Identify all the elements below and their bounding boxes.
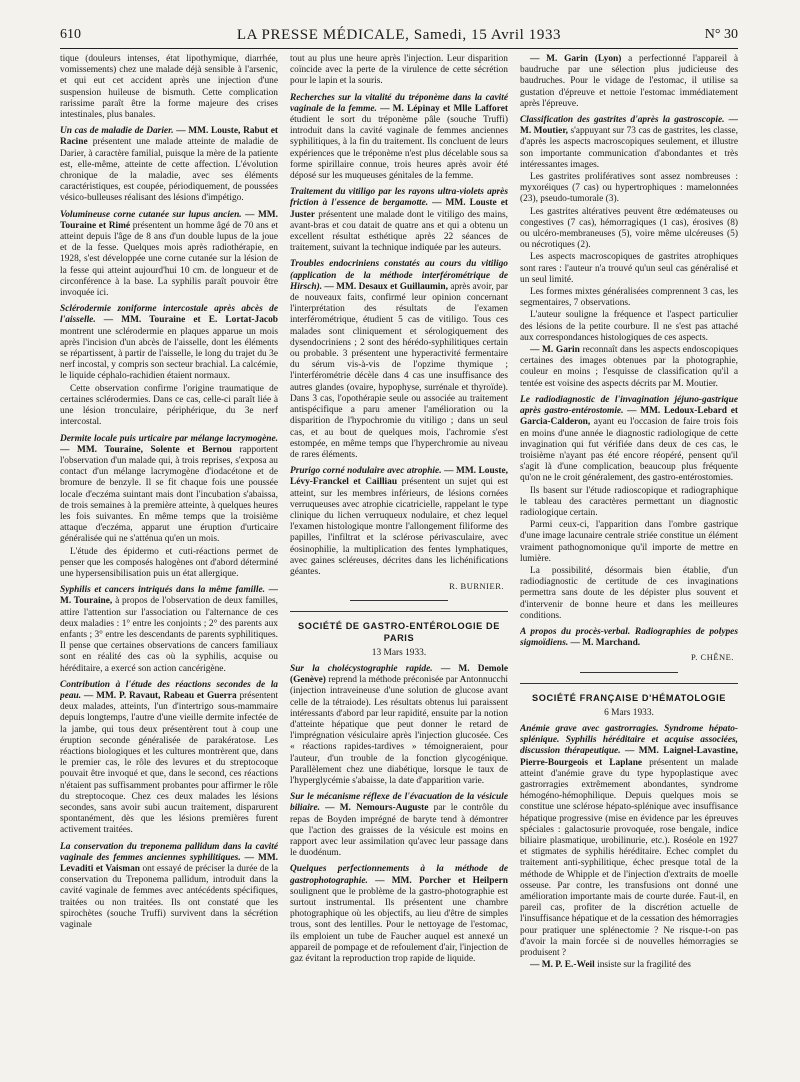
paragraph: Les aspects macroscopiques de gastrites atrophiques sont rares : l'auteur n'a trouvé qu'un seul cas généralisé et un seul limité. [520, 252, 738, 285]
article-title: Sur le mécanisme réflexe de l'évacuation de la vésicule biliaire. [290, 792, 508, 814]
article-dermite [60, 434, 278, 546]
article-authors: — M. P. E.-Weil [530, 960, 595, 971]
article-text: ayant eu l'occasion de faire trois fois en moins d'une année le diagnostic radiologique de cette invagination qui fut vérifiée dans deux de ces cas, le troisième n'ayant pas été encore réopéré, pensent qu'il s'agit là d'une complication, beaucoup plus fréquente qu'on ne le croit généralement, des gastro-entérostomies. [520, 417, 738, 484]
article-text: présentent une malade atteinte de maladie de Darier, à caractère familial, puisque la mère de la patiente est, elle-même, atteinte de cette affection. L'évolution chronique de la maladie, avec ses éléments caractéristiques, est coupée, périodiquement, de poussées vésico-bulleuses réalisant des lésions d'impétigo. [60, 137, 278, 204]
journal-title: LA PRESSE MÉDICALE, Samedi, 15 Avril 1933 [236, 27, 562, 43]
article-text: présentent un sujet qui est atteint, sur les membres inférieurs, de lésions cornées verruqueuses avec atrophie cicatricielle, rappelant le type clinique du lichen verruqueux nodulaire, et chez lequel l'examen histologique montre l'allongement filiforme des papilles, l'infiltrat et la sclérose périvasculaire, avec éosinophilie, la multiplication des fentes lymphatiques, avec gaines scléreuses, décrites dans les lichénifications géantes. [290, 477, 508, 577]
issue-number: N° 30 [704, 27, 738, 42]
article-darier [60, 126, 278, 204]
article-reactions-secondes [60, 680, 278, 837]
article-text: a perfectionné l'appareil à baudruche par une sélection plus judicieuse des baudruches. Pour le vidage de l'estomac, il utilise sa gustation d'épreuve et nettoie l'estomac immédiatement après l'épreuve. [520, 54, 738, 109]
article-authors: — MM. Ledoux-Lebard et Garcia-Calderon, [520, 406, 738, 428]
article-text: présentent un homme âgé de 70 ans et atteint depuis l'âge de 8 ans d'un double lupus de la joue et de la fesse. Quelques mois après radiothérapie, en 1928, s'est développée une corne cutanée sur la lésion de la fesse qui atteint aujourd'hui 10 cm. de longueur et de circonférence à la base. La syphilis paraît pouvoir être invoquée ici. [60, 220, 278, 299]
article-title: Sur la cholécystographie rapide. [290, 663, 433, 674]
article-title: A propos du procès-verbal. Radiographies de polypes sigmoïdiens. [520, 626, 738, 649]
paragraph: L'étude des épidermo et cuti-réactions permet de penser que les composés halogènes ont d'abord déterminé une hypersensibilisation puis un état allergique. [60, 546, 278, 579]
paragraph [520, 345, 738, 390]
article-treponema [60, 842, 278, 932]
session-date: 6 Mars 1933. [604, 707, 654, 718]
article-sclerodermie [60, 304, 278, 382]
article-title: Traitement du vitiligo par les rayons ultra-violets après friction à l'essence de bergamotte. [290, 187, 508, 209]
divider [350, 600, 448, 601]
article-syphilis-cancers [60, 585, 278, 675]
article-title: Prurigo corné nodulaire avec atrophie. [290, 466, 442, 477]
article-text: reconnaît dans les aspects endoscopiques certaines des images obtenues par la photographie, couleur en moins ; l'esquisse de classification qu'il a tentée est voisine des aspects décrits par M. Moutier. [520, 345, 738, 389]
header-rule [60, 48, 738, 49]
column-middle [290, 54, 508, 1069]
article-authors: — M. Nemours-Auguste [325, 803, 429, 814]
article-text: montrent une sclérodermie en plaques apparue un mois après l'incision d'un abcès de l'aisselle, dont les éléments se répartissent, à partir de l'aisselle, le long du trajet du 3e nerf incostal, y compris son secteur brachial. La calcémie, le liquide céphalo-rachidien étaient normaux. [60, 326, 278, 382]
article-title: Un cas de maladie de Darier. [60, 126, 174, 137]
article-authors: — MM. Louste, Rabut et Racine [60, 126, 278, 148]
column-left [60, 54, 278, 1069]
article-title: Contribution à l'étude des réactions secondes de la peau. [60, 679, 278, 701]
section-heading: SOCIÉTÉ FRANÇAISE D'HÉMATOLOGIE [520, 683, 738, 704]
article-text: présentent un malade atteint d'anémie grave du type hypoplastique avec gastrorragies extrêmement abondantes, syndrome hémogéno-hémophilique. Depuis quelques mois se constitue une sclérose hépato-splénique avec insuffisance hépatique progressive (mise en évidence par les épreuves spéciales : galactosurie provoquée, rose bengale, indice biliaire plasmatique, urobilinurie, etc.). Roséole en 1927 et stigmates de syphilis héréditaire. Echec complet du traitement anti-syphilitique, échec presque total de la méthode de Whipple et de l'injection d'extraits de moelle osseuse. Par contre, les transfusions ont donné une amélioration importante mais de courte durée. Faut-il, en pareil cas, profiter de la discrétion actuelle de l'insuffisance hépatique et de la cessation des hémorragies pour pratiquer une splénectomie ? Ne risque-t-on pas d'avoir la main forcée si de nouvelles hémorragies se produisent ? [520, 757, 738, 959]
article-title: La conservation du treponema pallidum dans la cavité vaginale des femmes anciennes syphilitiques. [60, 841, 278, 863]
signature: P. CHÊNE. [691, 652, 734, 663]
article-title: Le radiodiagnostic de l'invagination jéjuno-gastrique après gastro-entérostomie. [520, 394, 738, 417]
article-authors: — MM. Laignel-Lavastine, Pierre-Bourgeois et Laplane [520, 746, 738, 768]
paragraph: Parmi ceux-ci, l'apparition dans l'ombre gastrique d'une image lacunaire centrale striée constitue un élément vraiment pathognomonique qu'il importe de mettre en lumière. [520, 520, 738, 564]
article-title: Classification des gastrites d'après la gastroscopie. [520, 115, 725, 126]
article-title: Troubles endocriniens constatés au cours du vitiligo (application de la méthode interférométrique de Hirsch). [290, 259, 508, 292]
paragraph: Ils basent sur l'étude radioscopique et radiographique le tableau des caractères permettant un diagnostic radiologique certain. [520, 485, 738, 518]
article-cholecystographie [290, 664, 508, 787]
article-text: après avoir, par de nouveaux faits, confirmé leur opinion concernant l'interprétation des résultats de l'examen interférométrique, étudient 5 cas de vitiligo. Tous ces malades sont cliniquement et sérologiquement des dysendocriniens ; 2 sont des hérédo-syphilitiques certain ou probable. 3 présentent une hyperactivité fermentaire du sérum vis-à-vis de l'opzime thymique ; l'interférométrie décèle dans 4 cas une insuffisance des autres glandes (ovaire, hypophyse, surrénale et thyroïde). Dans 3 cas, l'opothérapie seule ou associée au traitement antispécifique a paru amener l'amélioration ou la disparition de l'hypochromie du vitiligo ; dans un seul cas, et au bout de quelques mois, l'achromie s'est estompée, en même temps que l'hyperchromie au niveau de rares éléments. [290, 281, 508, 460]
article-title: Dermite locale puis urticaire par mélange lacrymogène. [60, 433, 278, 444]
article-authors: — MM. Louste et Juster [290, 198, 508, 220]
article-authors: — MM. P. Ravaut, Rabeau et Guerra [83, 690, 237, 701]
paragraph: L'auteur souligne la fréquence et l'aspect particulier des lésions de la petite courbure. Il ne s'est pas attaché aux correspondances histologiques de ces aspects. [520, 310, 738, 343]
article-text: étudient le sort du tréponème pâle (souche Truffi) introduit dans la cavité vaginale de femmes anciennes syphilitiques, à la fin du traitement. Ils concluent de leurs expériences que le tréponème n'est plus décelable sous sa forme spirillaire connue, trois heures après avoir été déposé sur les muqueuses génitales de la femme. [290, 115, 508, 182]
article-corne-cutanee [60, 210, 278, 300]
article-text: insiste sur la fragilité des [597, 960, 691, 971]
article-authors: — M. Demole (Genève) [290, 663, 508, 686]
article-authors: — M. Moutier, [520, 115, 738, 137]
article-authors: — MM. Louste, Lévy-Franckel et Cailliau [290, 466, 508, 488]
session-date: 13 Mars 1933. [371, 647, 427, 658]
article-vitalite-treponeme [290, 93, 508, 183]
article-authors: — MM. Touraine et E. Lortat-Jacob [103, 315, 278, 326]
article-authors: — M. Garin [530, 345, 580, 356]
article-authors: — MM. Touraine et Rimé [60, 209, 278, 231]
page-number: 610 [60, 27, 81, 42]
article-authors: — M. Touraine, [60, 585, 278, 607]
article-title: Anémie grave avec gastrorragies. Syndrome hépato-splénique. Syphilis héréditaire et acquise associées, discussion thérapeutique. [520, 723, 738, 757]
paragraph: Les gastrites altératives peuvent être œdémateuses ou congestives (7 cas), hémorragiques (1 cas), érosives (8) ou ulcéro-membraneuses (5), voire même ulcéreuses (5) ou nécrotiques (2). [520, 206, 738, 251]
article-text: à propos de l'observation de deux familles, attire l'attention sur l'association ou l'alternance de ces deux maladies : 1° entre les conjoints ; 2° des parents aux enfants ; 3° entre les descendants de parents syphilitiques. Il pense que certaines observations de cancers familiaux sont en réalité des cas où la syphilis, acquise ou héréditaire, a exercé son action cancérigène. [60, 596, 278, 674]
article-anemie-grave [520, 724, 738, 959]
article-vitiligo-uv [290, 187, 508, 254]
paragraph [520, 960, 738, 971]
article-troubles-endocriniens [290, 259, 508, 461]
section-heading: SOCIÉTÉ DE GASTRO-ENTÉROLOGIE DE PARIS [290, 611, 508, 643]
article-invagination [520, 395, 738, 485]
article-authors: — M. Lépinay et Mlle Lafforet [380, 103, 508, 114]
paragraph: Les gastrites prolifératives sont assez nombreuses : myxoréiques (7 cas) ou hypertrophiques : mamelonnées (23), pseudo-tumorale (3). [520, 172, 738, 205]
article-title: Syphilis et cancers intriqués dans la même famille. [60, 585, 265, 596]
divider [580, 672, 678, 673]
article-title: Sclérodermie zoniforme intercostale après abcès de l'aisselle. [60, 304, 278, 326]
article-authors: — MM. Touraine, Solente et Bernou [60, 444, 232, 455]
article-text: soulignent que le problème de la gastro-photographie est surtout instrumental. Ils présentent une chambre photographique où les objectifs, au lieu d'être de simples trous, sont des lentilles. Pour le nettoyage de l'estomac, ils emploient un tube de Faucher auquel est annexé un appareil de pompage et de refoulement d'air, l'injection de gaz évitant la reproduction trop rapide de liquide. [290, 886, 508, 965]
running-header [60, 27, 738, 47]
article-polypes [520, 627, 738, 649]
article-title: Volumineuse corne cutanée sur lupus ancien. [60, 209, 242, 220]
article-text: présentent deux malades, atteints, l'un d'intertrigo sous-mammaire depuis longtemps, l'autre d'une vieille dermite infectée de la jambe, qui tous deux présentèrent tout à coup une éruption seconde généralisée de parakératose. Les réactions biologiques et les cultures montrèrent que, dans le premier cas, le rôle des levures et du streptocoque pouvait être invoqué et que, dans le second, ces réactions n'étaient pas suffisamment probantes pour affirmer le rôle du streptocoque. Chez ces deux malades les lésions secondes, sans avoir subi aucun traitement, disparurent spontanément, dès que les lésions premières furent activement traitées. [60, 690, 278, 836]
article-authors: — MM. Porcher et Heilpern [375, 875, 508, 886]
article-authors: — M. Marchand. [570, 638, 641, 649]
article-gastrites [520, 115, 738, 171]
signature: R. BURNIER. [449, 581, 504, 592]
article-title: Quelques perfectionnements à la méthode de gastrophotographie. [290, 864, 508, 886]
article-text: ont essayé de préciser la durée de la conservation du Treponema pallidum, introduit dans la cavité vaginale de femmes avec antécédents spécifiques, traitées ou non traitées. Ils ont constaté que les spirochètes (souche Truffi) survivent dans la sécrétion vaginale [60, 864, 278, 931]
paragraph [520, 54, 738, 110]
paragraph: tout au plus une heure après l'injection. Leur disparition coïncide avec la perte de la virulence de cette sécrétion pour le lapin et la souris. [290, 54, 508, 87]
column-right [520, 54, 738, 1069]
article-prurigo [290, 466, 508, 578]
paragraph: Cette observation confirme l'origine traumatique de certaines sclérodermies. Dans ce cas, celle-ci paraît liée à une lésion tronculaire, périphérique, du 3e nerf intercostal. [60, 383, 278, 428]
article-authors: — MM. Levaditi et Vaisman [60, 852, 278, 875]
paragraph: Les formes mixtes généralisées comprennent 3 cas, les segmentaires, 7 observations. [520, 287, 738, 309]
article-text: rapportent l'observation d'un malade qui, à trois reprises, s'exposa au contact d'un mélange lacrymogène d'iodacétone et de bromure de benzyle. Il se fit chaque fois une poussée locale d'eczéma suintant mais dont l'incubation s'abaissa, de trois semaines à la première atteinte, à quelques heures les fois suivantes. En même temps que la troisième attaque d'eczéma, apparut une éruption d'urticaire généralisée qui ne s'atténua qu'en un mois. [60, 444, 278, 545]
article-authors: — MM. Desaux et Guillaumin, [324, 281, 448, 292]
article-text: s'appuyant sur 73 cas de gastrites, les classe, d'après les aspects macroscopiques seulement, et illustre son importante communication d'abondantes et très intéressantes images. [520, 126, 738, 170]
paragraph: tique (douleurs intenses, état lipothymique, diarrhée, vomissements) chez une malade déjà sensible à l'arsenic, et qui eut cet accident après une injection d'une suspension huileuse de bismuth. Cette complication rarissime paraît être la forme majeure des crises intestinales, plus banales. [60, 54, 278, 121]
article-vesicule-biliaire [290, 792, 508, 859]
article-text: reprend la méthode préconisée par Antonnucchi (injection intraveineuse d'une solution de glucose avant celle de la tétraiode). Les résultats obtenus lui paraissent intéressants d'abord par leur rapidité, ensuite par la notion d'atteinte hépatique que peut donner le retard de l'imprégnation vésiculaire après l'injection glucosée. Ces « réactions rapides-tardives » témoigneraient, pour l'auteur, d'un trouble de la fonction glycogénique. Parallèlement chez une diabétique, lorsque le taux de l'hyperglycémie s'abaisse, la date d'apparition varie. [290, 675, 508, 786]
article-title: Recherches sur la vitalité du tréponème dans la cavité vaginale de la femme. [290, 92, 508, 114]
article-text: par le contrôle du repas de Boyden imprégné de baryte tend à démontrer que l'action des graisses de la vésicule est moins en rapport avec leur assimilation qu'avec leur passage dans le duodénum. [290, 803, 508, 859]
article-authors: — M. Garin (Lyon) [530, 54, 622, 64]
paragraph: La possibilité, désormais bien établie, d'un radiodiagnostic de certitude de ces invaginations permettra sans doute de les dépister plus souvent et d'intervenir de bonne heure et dans les meilleures conditions. [520, 565, 738, 621]
article-text: présentent une malade dont le vitiligo des mains, avant-bras et cou datait de quatre ans et qui a obtenu un excellent résultat esthétique après 22 séances de traitement, suivant la technique indiquée par les auteurs. [290, 209, 508, 254]
article-gastrophotographie [290, 864, 508, 965]
